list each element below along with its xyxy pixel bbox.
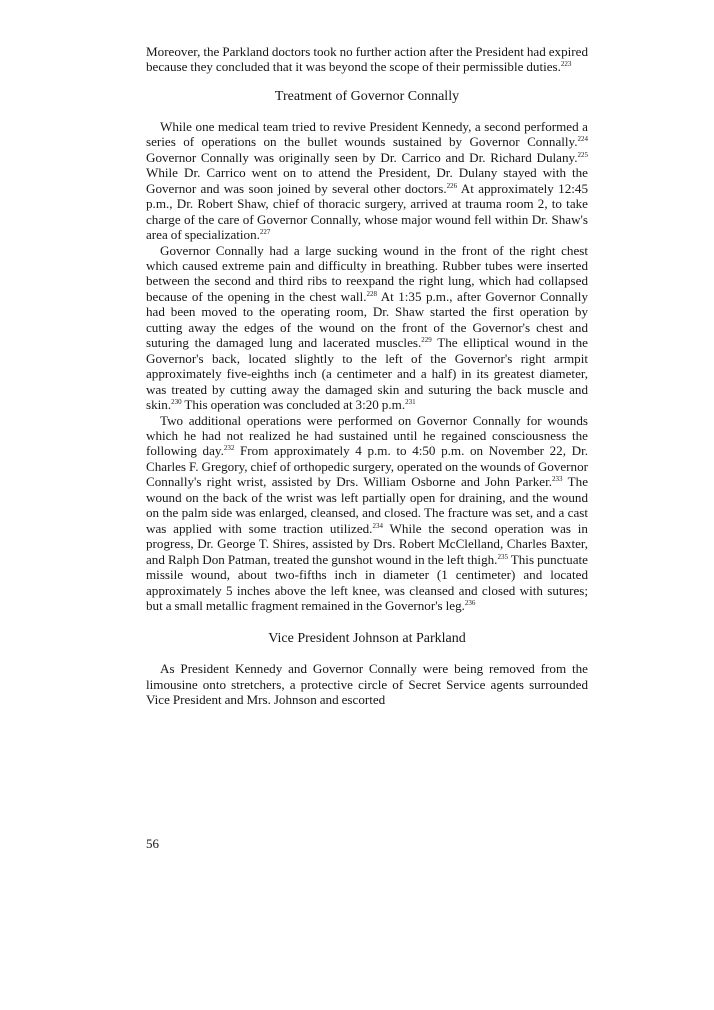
paragraph-text: From approximately 4 p.m. to 4:50 p.m. on November 22, Dr. Charles F. Gregory, chief of orthopedic surgery, operated on the wounds of Governor Connally's right wrist, assisted by Drs. William Osborne and John Parker.: [146, 443, 588, 490]
paragraph-text: The elliptical wound in the Governor's back, located slightly to the left of the Governor's right armpit approximately five-eighths inch (a centimeter and a half) in its greatest diameter, was treated by cutting away the damaged skin and suturing the back muscle and skin.: [146, 335, 588, 413]
paragraph-text: This operation was concluded at 3:20 p.m.: [181, 397, 406, 413]
footnote-ref: 229: [421, 336, 432, 345]
paragraph-treatment-1: [146, 119, 588, 243]
section-heading-treatment: Treatment of Governor Connally: [274, 88, 460, 104]
paragraph-text: This punctuate missile wound, about two-fifths inch in diameter (1 centimeter) and located approximately 5 inches above the left knee, was cleansed and closed with sutures; but a small metallic fragment remained in the Governor's leg.: [146, 551, 588, 613]
footnote-ref: 231: [405, 398, 416, 407]
footnote-ref: 233: [552, 475, 563, 484]
footnote-ref: 232: [223, 444, 235, 453]
paragraph-text: Governor Connally had a large sucking wound in the front of the right chest which caused extreme pain and difficulty in breathing. Rubber tubes were inserted between the second and third ribs to reexpand the right lung, which had collapsed because of the opening in the chest wall.: [146, 242, 588, 304]
paragraph-text: Governor Connally was originally seen by Dr. Carrico and Dr. Richard Dulany.: [146, 149, 578, 165]
section-heading-johnson: Vice President Johnson at Parkland: [268, 631, 466, 647]
paragraph-johnson-1: As President Kennedy and Governor Connally were being removed from the limousine onto stretchers, a protective circle of Secret Service agents surrounded Vice President and Mrs. Johnson and escorted: [146, 661, 588, 708]
paragraph-text: The wound on the back of the wrist was left partially open for draining, and the wound on the palm side was enlarged, cleansed, and closed. The fracture was set, and a cast was applied with some traction utilized.: [146, 474, 588, 536]
paragraph-text: While Dr. Carrico went on to attend the President, Dr. Dulany stayed with the Governor and was soon joined by several other doctors.: [146, 165, 588, 196]
paragraph-treatment-2: [146, 243, 588, 413]
paragraph-text: Moreover, the Parkland doctors took no further action after the President had expired because they concluded that it was beyond the scope of their permissible duties.: [146, 44, 589, 75]
footnote-ref: 224: [577, 135, 588, 144]
footnote-ref: 225: [577, 150, 588, 159]
footnote-ref: 234: [372, 521, 383, 530]
paragraph-text: At approximately 12:45 p.m., Dr. Robert Shaw, chief of thoracic surgery, arrived at trauma room 2, to take charge of the care of Governor Connally, whose major wound fell within Dr. Shaw's area of specialization.: [146, 180, 589, 243]
footnote-ref: 228: [366, 289, 377, 298]
page-number: 56: [146, 836, 159, 851]
footnote-ref: 227: [259, 228, 271, 237]
footnote-ref: 230: [171, 398, 182, 407]
footnote-ref: 223: [560, 60, 572, 69]
footnote-ref: 236: [464, 598, 476, 607]
intro-paragraph: [146, 44, 588, 75]
footnote-ref: 226: [446, 181, 458, 190]
document-page: [146, 44, 588, 708]
paragraph-text: While the second operation was in progress, Dr. George T. Shires, assisted by Drs. Robert McClelland, Charles Baxter, and Ralph Don Patman, treated the gunshot wound in the left thigh.: [146, 520, 588, 567]
paragraph-text: At 1:35 p.m., after Governor Connally had been moved to the operating room, Dr. Shaw started the first operation by cutting away the edges of the wound on the front of the Governor's chest and suturing the damaged lung and lacerated muscles.: [146, 288, 588, 351]
paragraph-text: While one medical team tried to revive President Kennedy, a second performed a series of operations on the bullet wounds sustained by Governor Connally.: [146, 118, 588, 150]
paragraph-text: Two additional operations were performed on Governor Connally for wounds which he had not realized he had sustained until he regained consciousness the following day.: [146, 412, 588, 459]
paragraph-treatment-3: [146, 413, 588, 614]
footnote-ref: 235: [497, 552, 508, 561]
